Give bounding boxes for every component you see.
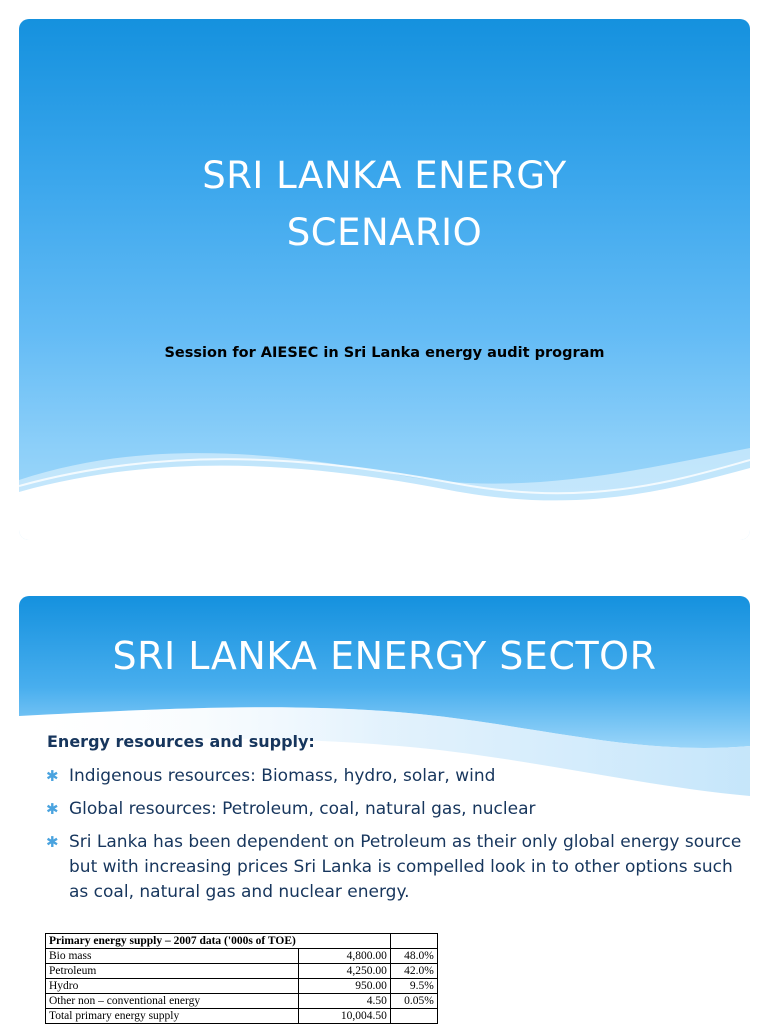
row-value: 4,250.00: [299, 964, 391, 979]
slide1-title: [19, 147, 750, 261]
table-row: [46, 979, 438, 994]
slide1-title-line2: SCENARIO: [286, 211, 483, 254]
asterisk-bullet-icon: ✱: [46, 800, 59, 818]
bullet-item: [46, 764, 746, 789]
row-percent: 48.0%: [390, 949, 437, 964]
row-label: Hydro: [46, 979, 299, 994]
bullet-text: Sri Lanka has been dependent on Petroleum as their only global energy source but with increasing prices Sri Lanka is compelled look in to other options such as coal, natural gas and nuclear energy.: [69, 832, 742, 902]
slide1-wave-decoration: [19, 420, 750, 540]
slide2-title: SRI LANKA ENERGY SECTOR: [112, 634, 657, 678]
asterisk-bullet-icon: ✱: [46, 833, 59, 851]
row-percent: 42.0%: [390, 964, 437, 979]
bullet-item: [46, 797, 746, 822]
energy-sector-slide: [19, 596, 750, 1036]
row-value: 950.00: [299, 979, 391, 994]
asterisk-bullet-icon: ✱: [46, 767, 59, 785]
row-value: 4,800.00: [299, 949, 391, 964]
row-label: Other non – conventional energy: [46, 994, 299, 1009]
bullet-text: Indigenous resources: Biomass, hydro, solar, wind: [69, 766, 496, 786]
bullet-text: Global resources: Petroleum, coal, natural gas, nuclear: [69, 799, 536, 819]
table-row: [46, 1009, 438, 1024]
row-label: Total primary energy supply: [46, 1009, 299, 1024]
row-label: Petroleum: [46, 964, 299, 979]
row-label: Bio mass: [46, 949, 299, 964]
row-percent: [390, 1009, 437, 1024]
row-value: 4.50: [299, 994, 391, 1009]
title-slide: [19, 19, 750, 540]
slide2-heading: Energy resources and supply:: [47, 732, 315, 751]
bullet-item: [46, 830, 746, 905]
row-percent: 9.5%: [390, 979, 437, 994]
slide1-subtitle: Session for AIESEC in Sri Lanka energy audit program: [164, 345, 605, 361]
table-header: Primary energy supply – 2007 data ('000s of TOE): [46, 934, 299, 949]
row-percent: 0.05%: [390, 994, 437, 1009]
table-row: [46, 994, 438, 1009]
slide1-title-line1: SRI LANKA ENERGY: [202, 154, 567, 197]
table-row: [46, 964, 438, 979]
bullet-list: [46, 764, 746, 913]
energy-supply-table: [45, 933, 438, 1024]
row-value: 10,004.50: [299, 1009, 391, 1024]
table-row: [46, 949, 438, 964]
table-header-row: [46, 934, 438, 949]
